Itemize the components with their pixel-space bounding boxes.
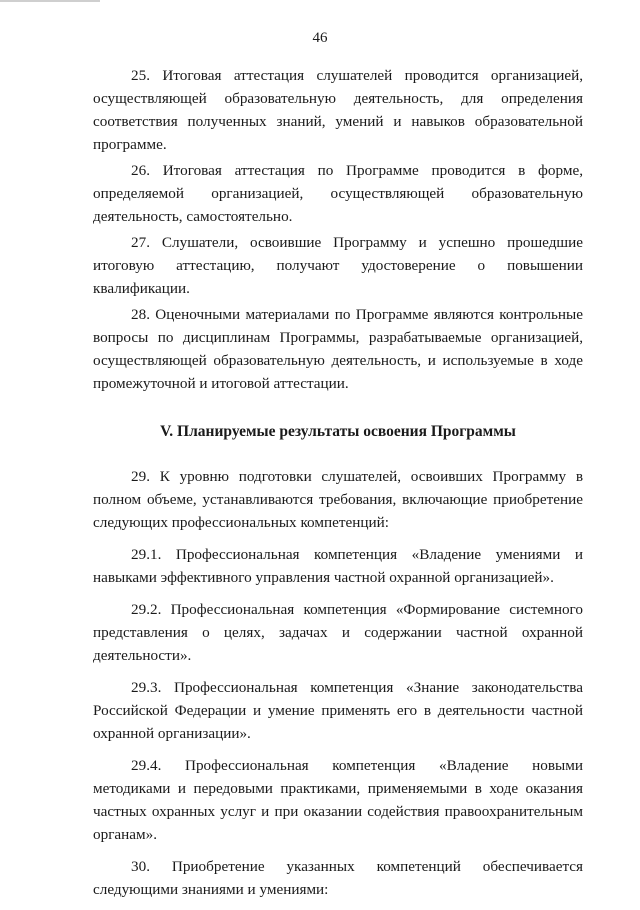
paragraph-28: 28. Оценочными материалами по Программе являются контрольные вопросы по дисциплинам Программы, разрабатываемые организацией, осуществляющей образовательную деятельность, и используемые в ходе промежуточной и итоговой аттестации. bbox=[93, 306, 583, 392]
document-body bbox=[93, 64, 583, 910]
paragraph-25: 25. Итоговая аттестация слушателей проводится организацией, осуществляющей образовательную деятельность, для определения соответствия полученных знаний, умений и навыков образовательной программе. bbox=[93, 67, 583, 153]
paragraph-29-3: 29.3. Профессиональная компетенция «Знание законодательства Российской Федерации и умение применять его в деятельности частной охранной организации». bbox=[93, 679, 583, 742]
paragraph-27: 27. Слушатели, освоившие Программу и успешно прошедшие итоговую аттестацию, получают удостоверение о повышении квалификации. bbox=[93, 234, 583, 297]
paragraph-26: 26. Итоговая аттестация по Программе проводится в форме, определяемой организацией, осуществляющей образовательную деятельность, самостоятельно. bbox=[93, 162, 583, 225]
paragraph-30: 30. Приобретение указанных компетенций обеспечивается следующими знаниями и умениями: bbox=[93, 858, 583, 898]
page-number: 46 bbox=[312, 30, 328, 46]
scan-edge-mark bbox=[0, 0, 100, 2]
section-heading: V. Планируемые результаты освоения Программы bbox=[160, 423, 516, 440]
paragraph-29-1: 29.1. Профессиональная компетенция «Владение умениями и навыками эффективного управления частной охранной организацией». bbox=[93, 546, 583, 586]
paragraph-29-4: 29.4. Профессиональная компетенция «Владение новыми методиками и передовыми практиками, применяемыми в ходе оказания частных охранных услуг и при оказании содействия правоохранительным органам». bbox=[93, 757, 583, 843]
paragraph-29-2: 29.2. Профессиональная компетенция «Формирование системного представления о целях, задачах и содержании частной охранной деятельности». bbox=[93, 601, 583, 664]
paragraph-29: 29. К уровню подготовки слушателей, освоивших Программу в полном объеме, устанавливаются требования, включающие приобретение следующих профессиональных компетенций: bbox=[93, 468, 583, 531]
